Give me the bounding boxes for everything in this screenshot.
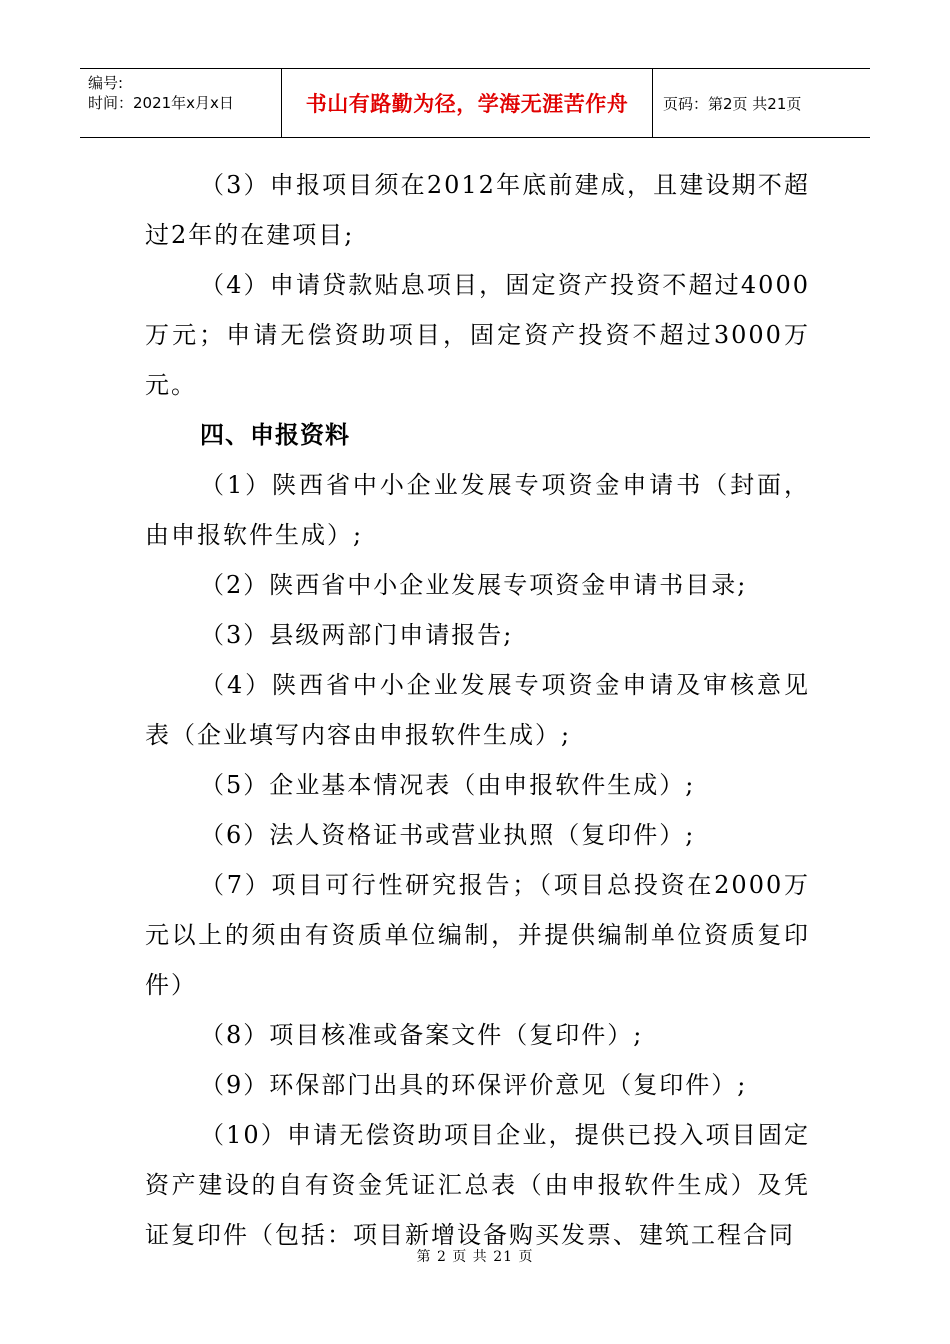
header-page-info: 页码：第2页 共21页 <box>663 94 802 113</box>
list-item: （6）法人资格证书或营业执照（复印件）; <box>200 821 696 849</box>
list-item: （1）陕西省中小企业发展专项资金申请书（封面，由申报软件生成）; <box>145 471 810 549</box>
page-footer: 第 2 页 共 21 页 <box>416 1249 534 1265</box>
section-heading: 四、申报资料 <box>200 421 350 449</box>
list-item: （10）申请无偿资助项目企业，提供已投入项目固定资产建设的自有资金凭证汇总表（由申报软件生成）及凭证复印件（包括：项目新增设备购买发票、建筑工程合同 <box>145 1121 810 1249</box>
list-item: （3）县级两部门申请报告; <box>200 621 514 649</box>
paragraph-item-4: （4）申请贷款贴息项目，固定资产投资不超过4000万元；申请无偿资助项目，固定资产投资不超过3000万元。 <box>145 271 810 399</box>
list-item: （2）陕西省中小企业发展专项资金申请书目录; <box>200 571 748 599</box>
list-item: （7）项目可行性研究报告；（项目总投资在2000万元以上的须由有资质单位编制，并提供编制单位资质复印件） <box>145 871 810 999</box>
paragraph-item-3: （3）申报项目须在2012年底前建成，且建设期不超过2年的在建项目; <box>145 171 810 249</box>
header-motto: 书山有路勤为径，学海无涯苦作舟 <box>282 69 653 137</box>
document-body <box>145 160 810 1260</box>
document-date: 时间：2021年x月x日 <box>88 94 234 112</box>
list-item: （9）环保部门出具的环保评价意见（复印件）; <box>200 1071 748 1099</box>
page-header <box>80 68 870 138</box>
list-item: （5）企业基本情况表（由申报软件生成）; <box>200 771 696 799</box>
header-meta <box>80 69 282 137</box>
list-item: （8）项目核准或备案文件（复印件）; <box>200 1021 644 1049</box>
document-number-label: 编号: <box>88 74 124 92</box>
list-item: （4）陕西省中小企业发展专项资金申请及审核意见表（企业填写内容由申报软件生成）; <box>145 671 810 749</box>
